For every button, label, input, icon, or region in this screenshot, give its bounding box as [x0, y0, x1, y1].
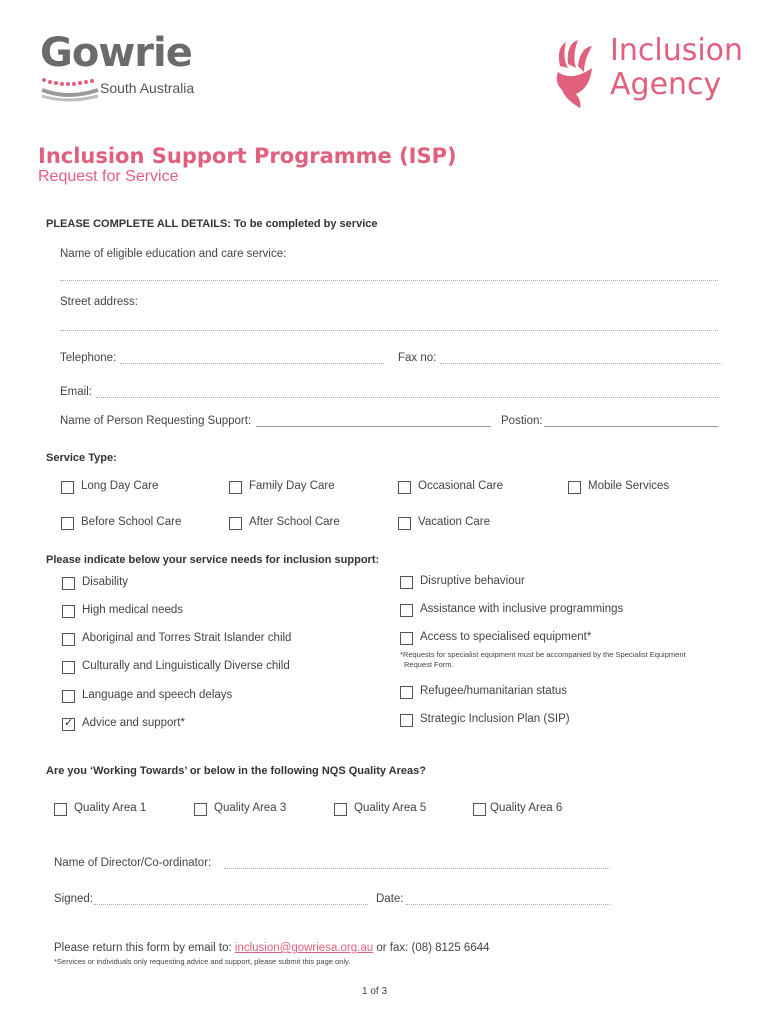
checkbox-quality-area-1[interactable]: [54, 803, 67, 816]
fax-field[interactable]: [440, 363, 722, 364]
checkbox-long-day-care[interactable]: [61, 481, 74, 494]
person-label: Name of Person Requesting Support:: [60, 415, 252, 427]
label-occasional-care: Occasional Care: [418, 480, 504, 492]
return-email-link[interactable]: inclusion@gowriesa.org.au: [234, 942, 374, 954]
details-heading: PLEASE COMPLETE ALL DETAILS: To be completed by service: [46, 218, 378, 230]
label-high-medical-needs: High medical needs: [82, 604, 184, 616]
date-label: Date:: [376, 893, 404, 905]
checkbox-after-school-care[interactable]: [229, 517, 242, 530]
return-instructions: [54, 942, 490, 954]
position-label: Postion:: [501, 415, 543, 427]
checkbox-specialised-equipment[interactable]: [400, 632, 413, 645]
checkbox-sip[interactable]: [400, 714, 413, 727]
inclusion-agency-hand-icon: [552, 38, 602, 108]
label-mobile-services: Mobile Services: [588, 480, 670, 492]
service-type-heading: Service Type:: [46, 452, 117, 464]
checkbox-vacation-care[interactable]: [398, 517, 411, 530]
label-disruptive-behaviour: Disruptive behaviour: [420, 575, 525, 587]
label-after-school-care: After School Care: [249, 516, 340, 528]
service-name-label: Name of eligible education and care service:: [60, 248, 287, 260]
signed-label: Signed:: [54, 893, 94, 905]
gowrie-logo-text: Gowrie: [40, 30, 192, 76]
email-field[interactable]: [96, 397, 720, 398]
checkbox-mobile-services[interactable]: [568, 481, 581, 494]
equipment-note-line1: *Requests for specialist equipment must be accompanied by the Specialist Equipment: [400, 650, 686, 659]
label-quality-area-3: Quality Area 3: [214, 802, 287, 814]
return-prefix: Please return this form by email to:: [54, 942, 232, 954]
agency-title-line1: Inclusion: [610, 33, 744, 68]
director-field[interactable]: [224, 868, 610, 869]
page-number: 1 of 3: [362, 986, 388, 997]
checkbox-cald[interactable]: [62, 661, 75, 674]
person-field[interactable]: [256, 426, 491, 427]
checkbox-refugee[interactable]: [400, 686, 413, 699]
advice-footnote: *Services or individuals only requesting advice and support, please submit this page only.: [54, 957, 351, 966]
signed-field[interactable]: [94, 904, 368, 905]
checkbox-family-day-care[interactable]: [229, 481, 242, 494]
checkbox-before-school-care[interactable]: [61, 517, 74, 530]
label-specialised-equipment: Access to specialised equipment*: [420, 631, 592, 643]
label-refugee: Refugee/humanitarian status: [420, 685, 568, 697]
label-family-day-care: Family Day Care: [249, 480, 335, 492]
needs-heading: Please indicate below your service needs for inclusion support:: [46, 554, 380, 566]
checkbox-occasional-care[interactable]: [398, 481, 411, 494]
checkbox-high-medical-needs[interactable]: [62, 605, 75, 618]
label-cald: Culturally and Linguistically Diverse child: [82, 660, 290, 672]
position-field[interactable]: [544, 426, 718, 427]
checkbox-advice-support[interactable]: [62, 718, 75, 731]
return-suffix: or fax: (08) 8125 6644: [376, 942, 490, 954]
street-label: Street address:: [60, 296, 138, 308]
checkbox-inclusive-programming[interactable]: [400, 604, 413, 617]
label-advice-support: Advice and support*: [82, 717, 185, 729]
label-aboriginal: Aboriginal and Torres Strait Islander child: [82, 632, 292, 644]
checkbox-quality-area-3[interactable]: [194, 803, 207, 816]
label-quality-area-1: Quality Area 1: [74, 802, 147, 814]
checkbox-quality-area-5[interactable]: [334, 803, 347, 816]
checkbox-disability[interactable]: [62, 577, 75, 590]
fax-label: Fax no:: [398, 352, 437, 364]
director-label: Name of Director/Co-ordinator:: [54, 857, 212, 869]
label-before-school-care: Before School Care: [81, 516, 182, 528]
service-name-field[interactable]: [60, 280, 718, 281]
checkbox-aboriginal[interactable]: [62, 633, 75, 646]
email-label: Email:: [60, 386, 92, 398]
checkbox-quality-area-6[interactable]: [473, 803, 486, 816]
label-quality-area-6: Quality Area 6: [490, 802, 563, 814]
equipment-note-line2: Request Form.: [404, 660, 454, 669]
date-field[interactable]: [406, 904, 610, 905]
telephone-field[interactable]: [120, 363, 384, 364]
label-quality-area-5: Quality Area 5: [354, 802, 427, 814]
label-language-speech: Language and speech delays: [82, 689, 233, 701]
label-long-day-care: Long Day Care: [81, 480, 159, 492]
checkbox-language-speech[interactable]: [62, 690, 75, 703]
label-vacation-care: Vacation Care: [418, 516, 491, 528]
gowrie-subtitle: South Australia: [100, 80, 195, 96]
telephone-label: Telephone:: [60, 352, 117, 364]
street-field[interactable]: [60, 330, 718, 331]
agency-title-line2: Agency: [610, 67, 722, 102]
label-sip: Strategic Inclusion Plan (SIP): [420, 713, 570, 725]
nqs-heading: Are you ‘Working Towards’ or below in the following NQS Quality Areas?: [46, 765, 426, 777]
label-disability: Disability: [82, 576, 129, 588]
page-subtitle: Request for Service: [38, 168, 179, 185]
page-title: Inclusion Support Programme (ISP): [38, 144, 457, 168]
gowrie-dots-icon: [38, 74, 108, 102]
label-inclusive-programming: Assistance with inclusive programmings: [420, 603, 624, 615]
checkbox-disruptive-behaviour[interactable]: [400, 576, 413, 589]
